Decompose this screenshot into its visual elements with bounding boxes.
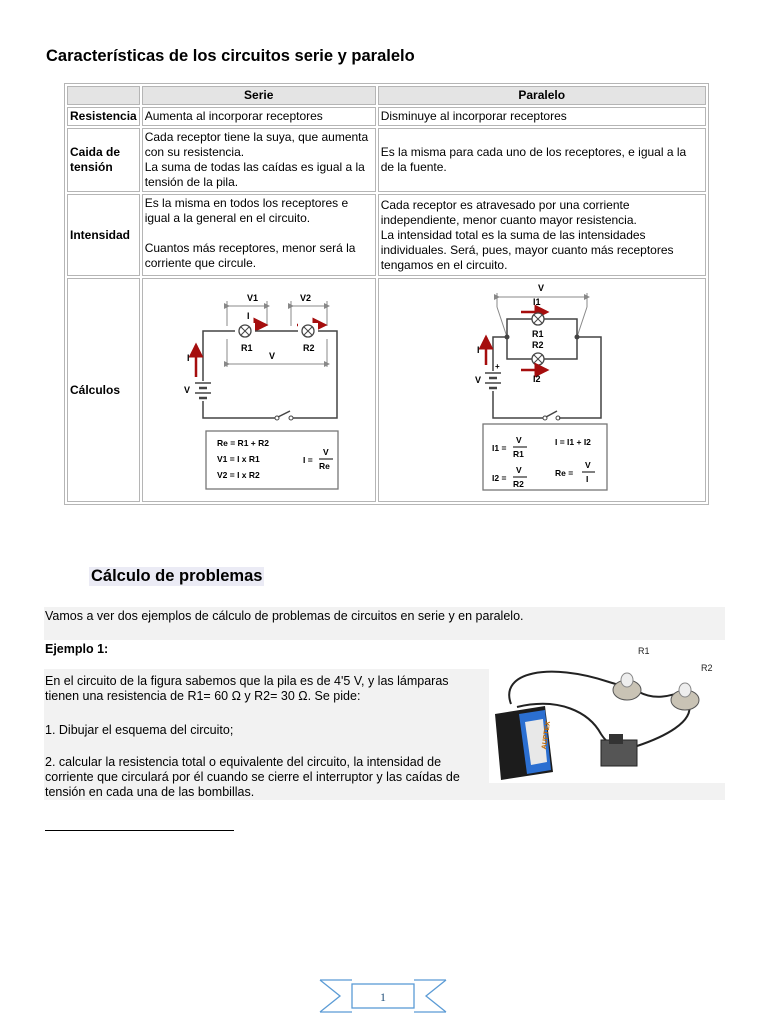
example-paragraph-1: En el circuito de la figura sabemos que la pila es de 4'5 V, y las lámparas tienen una resistencia de R1= 60 Ω y R2= 30 Ω. Se pide:	[45, 674, 449, 703]
label-v-total: V	[268, 351, 275, 361]
eq-re-num: V	[584, 460, 591, 470]
eq-i-lhs: I =	[302, 455, 313, 465]
table-row	[67, 128, 706, 192]
example-item-2: 2. calcular la resistencia total o equivalente del circuito, la intensidad de corriente que circulará por él cuando se cierre el interruptor y las caídas de tensión en cada una de las bombillas.	[45, 755, 460, 799]
eq-v1: V1 = I x R1	[216, 454, 260, 464]
table-row	[67, 278, 706, 502]
label-i-left: I	[186, 353, 190, 363]
eq-i2-den: R2	[512, 479, 524, 489]
eq-re: Re = R1 + R2	[216, 438, 269, 448]
cell-paralelo-calculos	[378, 278, 706, 502]
label-v-battery: V	[183, 385, 190, 395]
cell-serie-caida: Cada receptor tiene la suya, que aumenta con su resistencia. La suma de todas las caídas es igual a la tensión de la pila.	[142, 128, 376, 192]
label-r1: R1	[531, 329, 544, 339]
label-plus: +	[494, 362, 500, 371]
cell-serie-resistencia: Aumenta al incorporar receptores	[142, 107, 376, 126]
eq-v2: V2 = I x R2	[216, 470, 260, 480]
cell-serie-intensidad: Es la misma en todos los receptores e igual a la general en el circuito. Cuantos más receptores, menor será la corriente que circule.	[142, 194, 376, 276]
table-row	[67, 194, 706, 276]
section-title: Cálculo de problemas	[91, 567, 263, 585]
parallel-circuit-diagram	[379, 279, 705, 497]
cell-paralelo-caida: Es la misma para cada uno de los receptores, e igual a la de la fuente.	[378, 128, 706, 192]
eq-i2-num: V	[515, 465, 522, 475]
page-title: Características de los circuitos serie y paralelo	[46, 47, 415, 65]
eq-re-lhs: Re =	[554, 468, 573, 478]
page-number: 1	[380, 990, 386, 1004]
eq-i-den: Re	[318, 461, 330, 471]
label-i-left: I	[476, 345, 480, 355]
photo-label-r1: R1	[638, 646, 650, 656]
table-corner-cell	[67, 86, 140, 105]
label-v-top: V	[537, 283, 544, 293]
label-r2: R2	[531, 340, 544, 350]
footnote-separator	[45, 830, 234, 831]
label-i2: I2	[532, 374, 541, 384]
label-v1: V1	[246, 293, 258, 303]
series-circuit-diagram	[143, 279, 375, 497]
eq-i1-lhs: I1 =	[491, 443, 507, 453]
label-v-battery: V	[474, 375, 481, 385]
row-label-caida: Caida de tensión	[67, 128, 140, 192]
label-r1: R1	[240, 343, 253, 353]
header-paralelo: Paralelo	[378, 86, 706, 105]
cell-serie-calculos	[142, 278, 376, 502]
eq-re-den: I	[585, 474, 589, 484]
photo-label-r2: R2	[701, 663, 713, 673]
example-title: Ejemplo 1:	[45, 642, 109, 656]
page-number-banner	[318, 976, 448, 1016]
eq-i1-den: R1	[512, 449, 524, 459]
label-i-top: I	[246, 311, 250, 321]
eq-i-num: V	[322, 447, 329, 457]
intro-text: Vamos a ver dos ejemplos de cálculo de problemas de circuitos en serie y en paralelo.	[45, 609, 524, 623]
table-row	[67, 107, 706, 126]
table-header-row	[67, 86, 706, 105]
row-label-resistencia: Resistencia	[67, 107, 140, 126]
eq-i2-lhs: I2 =	[491, 473, 507, 483]
circuit-photo	[489, 642, 725, 783]
eq-sum: I = I1 + I2	[554, 437, 591, 447]
row-label-intensidad: Intensidad	[67, 194, 140, 276]
cell-paralelo-resistencia: Disminuye al incorporar receptores	[378, 107, 706, 126]
row-label-calculos: Cálculos	[67, 278, 140, 502]
header-serie: Serie	[142, 86, 376, 105]
example-item-1: 1. Dibujar el esquema del circuito;	[45, 723, 234, 737]
eq-i1-num: V	[515, 435, 522, 445]
label-i1: I1	[532, 297, 541, 307]
battery-brand: AUPTEX	[541, 720, 552, 750]
label-r2: R2	[302, 343, 315, 353]
comparison-table	[64, 83, 709, 505]
cell-paralelo-intensidad: Cada receptor es atravesado por una corriente independiente, menor cuanto mayor resistencia. La intensidad total es la suma de las intensidades individuales. Será, pues, mayor cuanto más receptores tengamos en el circuito.	[378, 194, 706, 276]
label-v2: V2	[299, 293, 311, 303]
